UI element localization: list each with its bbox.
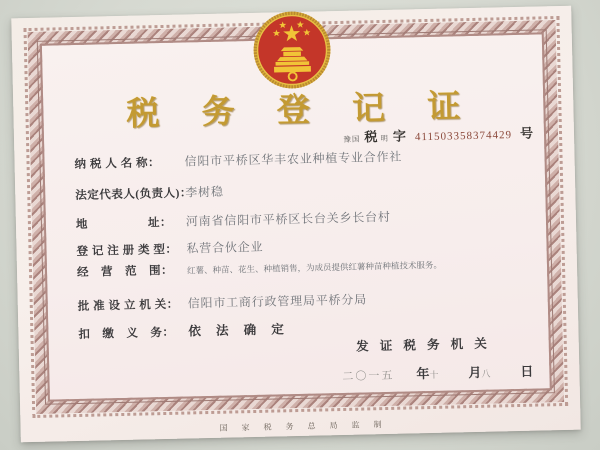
date-day-handwritten: 八 [481, 368, 491, 379]
field-legal-representative [75, 176, 529, 203]
date-year-handwritten: 二〇一五 [342, 369, 395, 383]
date-day-label: 日 [520, 363, 534, 379]
field-value: 信阳市平桥区华丰农业种植专业合作社 [184, 149, 403, 169]
issuing-authority-heading: 发 证 税 务 机 关 [355, 336, 491, 354]
field-business-scope [77, 254, 531, 280]
field-value: 李树稳 [185, 184, 224, 200]
field-label: 批 准 设 立 机 关： [77, 298, 179, 313]
field-value: 信阳市工商行政管理局平桥分局 [187, 292, 368, 311]
certificate-body [40, 32, 552, 401]
field-label: 纳 税 人 名 称： [74, 157, 161, 172]
field-value: 私营合伙企业 [186, 239, 264, 256]
field-label: 扣 缴 义 务： [78, 326, 175, 341]
date-month-label: 月 [468, 364, 482, 381]
certificate-title: 税 务 登 记 证 [126, 88, 478, 133]
field-value: 红薯、种苗、花生、种植销售，为成员提供红薯种苗种植技术服务。 [186, 259, 443, 276]
serial-mid: 明 [380, 133, 390, 144]
field-label: 地 址： [75, 216, 173, 231]
serial-prefix: 豫国 [343, 134, 361, 144]
supervision-footer: 国 家 税 务 总 局 监 制 [219, 419, 388, 433]
serial-number: 411503358374429 [414, 129, 513, 144]
field-value: 河南省信阳市平桥区长台关乡长台村 [185, 209, 391, 229]
issue-date-line [342, 361, 533, 385]
decorative-frame [23, 16, 568, 418]
field-taxpayer-name [74, 145, 528, 172]
field-label: 经 营 范 围： [76, 264, 174, 279]
field-value: 依 法 确 定 [188, 322, 290, 339]
field-label: 法定代表人(负责人)： [75, 187, 193, 202]
serial-number-line [343, 123, 536, 147]
date-month-handwritten: 十 [429, 369, 439, 381]
field-address [76, 205, 530, 232]
serial-char-shui: 税 [364, 129, 378, 145]
national-emblem-icon [251, 9, 333, 91]
serial-suffix: 号 [519, 125, 534, 141]
serial-char-zi: 字 [392, 128, 407, 144]
date-year-label: 年 [416, 366, 430, 382]
field-approving-authority [78, 287, 532, 314]
field-label: 登 记 注 册 类 型： [76, 243, 178, 258]
certificate-paper [11, 6, 580, 443]
